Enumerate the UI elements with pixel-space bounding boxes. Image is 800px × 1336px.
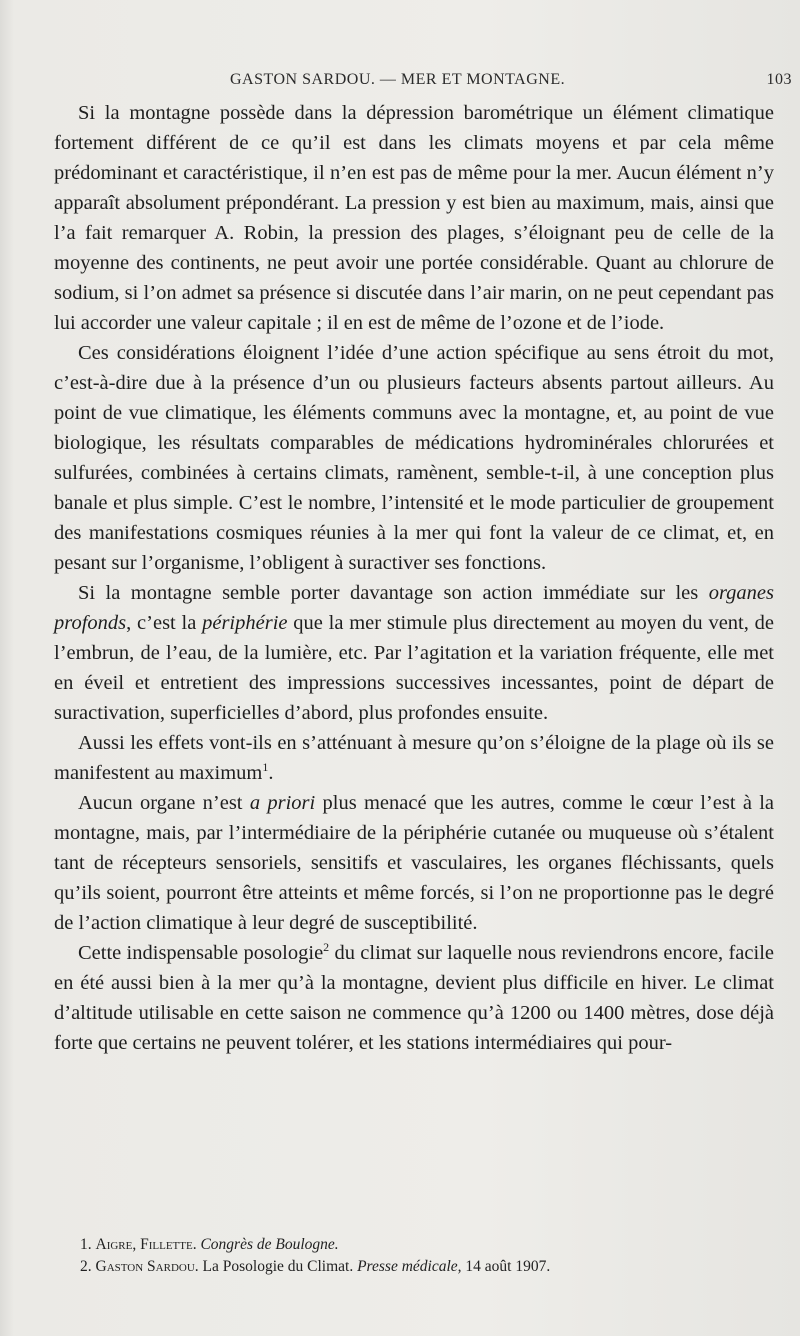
paragraph-3-end: que la mer stimule plus directement au moyen du vent, de l’embrun, de l’eau, de la lumière, etc. Par l’agitation et la variation fréquente, elle met en éveil et entretient des impressions successives incessantes, point de départ de suractivation, superficielles d’abord, plus profondes ensuite. [54, 612, 774, 724]
page-header [56, 71, 792, 95]
page-number: 103 [766, 71, 792, 88]
paragraph-3 [54, 578, 774, 728]
body-text [54, 98, 774, 1058]
paragraph-4-end: . [268, 762, 274, 784]
emphasis-a-priori: a priori [249, 792, 316, 814]
footnote-1-title: Congrès de Boulogne. [200, 1236, 339, 1253]
paragraph-5-start: Aucun organe n’est [78, 792, 250, 814]
paragraph-6-end: du climat sur laquelle nous reviendrons encore, facile en été aussi bien à la mer qu’à la montagne, devient plus difficile en hiver. Le climat d’altitude utilisable en cette saison ne commence qu’à 1200 ou 1400 mètres, dose déjà forte que certains ne peuvent tolérer, et les stations intermédiaires qui pour- [54, 942, 774, 1054]
footnote-2-number: 2. [80, 1258, 92, 1275]
paragraph-5 [54, 788, 774, 938]
running-title: GASTON SARDOU. — MER ET MONTAGNE. [230, 71, 566, 88]
paragraph-6-start: Cette indispensable posologie [78, 942, 324, 964]
paragraph-4 [54, 728, 774, 788]
emphasis-organes-profonds: organes profonds [54, 582, 774, 634]
paragraph-3-middle: , c’est la [126, 612, 203, 634]
footnote-2 [80, 1256, 770, 1278]
footnote-1-authors: Aigre, Fillette. [95, 1236, 197, 1253]
paragraph-4-text: Aussi les effets vont-ils en s’atténuant à mesure qu’on s’éloigne de la plage où ils se manifestent au maximum [54, 732, 774, 784]
footnote-2-authors: Gaston Sardou. [95, 1258, 199, 1275]
footnote-ref-1[interactable]: 1 [262, 760, 269, 775]
footnotes [80, 1234, 770, 1278]
paragraph-2: Ces considérations éloignent l’idée d’une action spécifique au sens étroit du mot, c’est-à-dire due à la présence d’un ou plusieurs facteurs absents partout ailleurs. Au point de vue climatique, les éléments communs avec la montagne, et, au point de vue biologique, les résultats comparables de médications hydrominérales chlorurées et sulfurées, combinées à certains climats, ramènent, semble-t-il, à une conception plus banale et plus simple. C’est le nombre, l’intensité et le mode particulier de groupement des manifestations cosmiques réunies à la mer qui font la valeur de ce climat, et, en pesant sur l’organisme, l’obligent à suractiver ses fonctions. [54, 342, 774, 574]
footnote-2-date: 14 août 1907. [465, 1258, 551, 1275]
footnote-2-journal: Presse médicale, [357, 1258, 462, 1275]
emphasis-peripherie: périphérie [202, 612, 288, 634]
paragraph-5-end: plus menacé que les autres, comme le cœur l’est à la montagne, mais, par l’intermédiaire de la périphérie cutanée ou muqueuse où s’étalent tant de récepteurs sensoriels, sensitifs et vasculaires, les organes fléchissants, quels qu’ils soient, pourront être atteints et même forcés, si l’on ne proportionne pas le degré de l’action climatique à leur degré de susceptibilité. [54, 792, 775, 934]
footnote-1-number: 1. [80, 1236, 92, 1253]
paragraph-6 [54, 938, 774, 1058]
paragraph-3-start: Si la montagne semble porter davantage son action immédiate sur les [78, 582, 709, 604]
paragraph-1: Si la montagne possède dans la dépression barométrique un élément climatique fortement différent de ce qu’il est dans les climats moyens et par cela même prédominant et caractéristique, il n’en est pas de même pour la mer. Aucun élément n’y apparaît absolument prépondérant. La pression y est bien au maximum, mais, ainsi que l’a fait remarquer A. Robin, la pression des plages, s’éloignant peu de celle de la moyenne des continents, ne peut avoir une portée considérable. Quant au chlorure de sodium, si l’on admet sa présence si discutée dans l’air marin, on ne peut cependant pas lui accorder une valeur capitale ; il en est de même de l’ozone et de l’iode. [54, 102, 774, 334]
footnote-ref-2[interactable]: 2 [323, 940, 330, 955]
footnote-2-text: La Posologie du Climat. [202, 1258, 354, 1275]
footnote-1 [80, 1234, 770, 1256]
